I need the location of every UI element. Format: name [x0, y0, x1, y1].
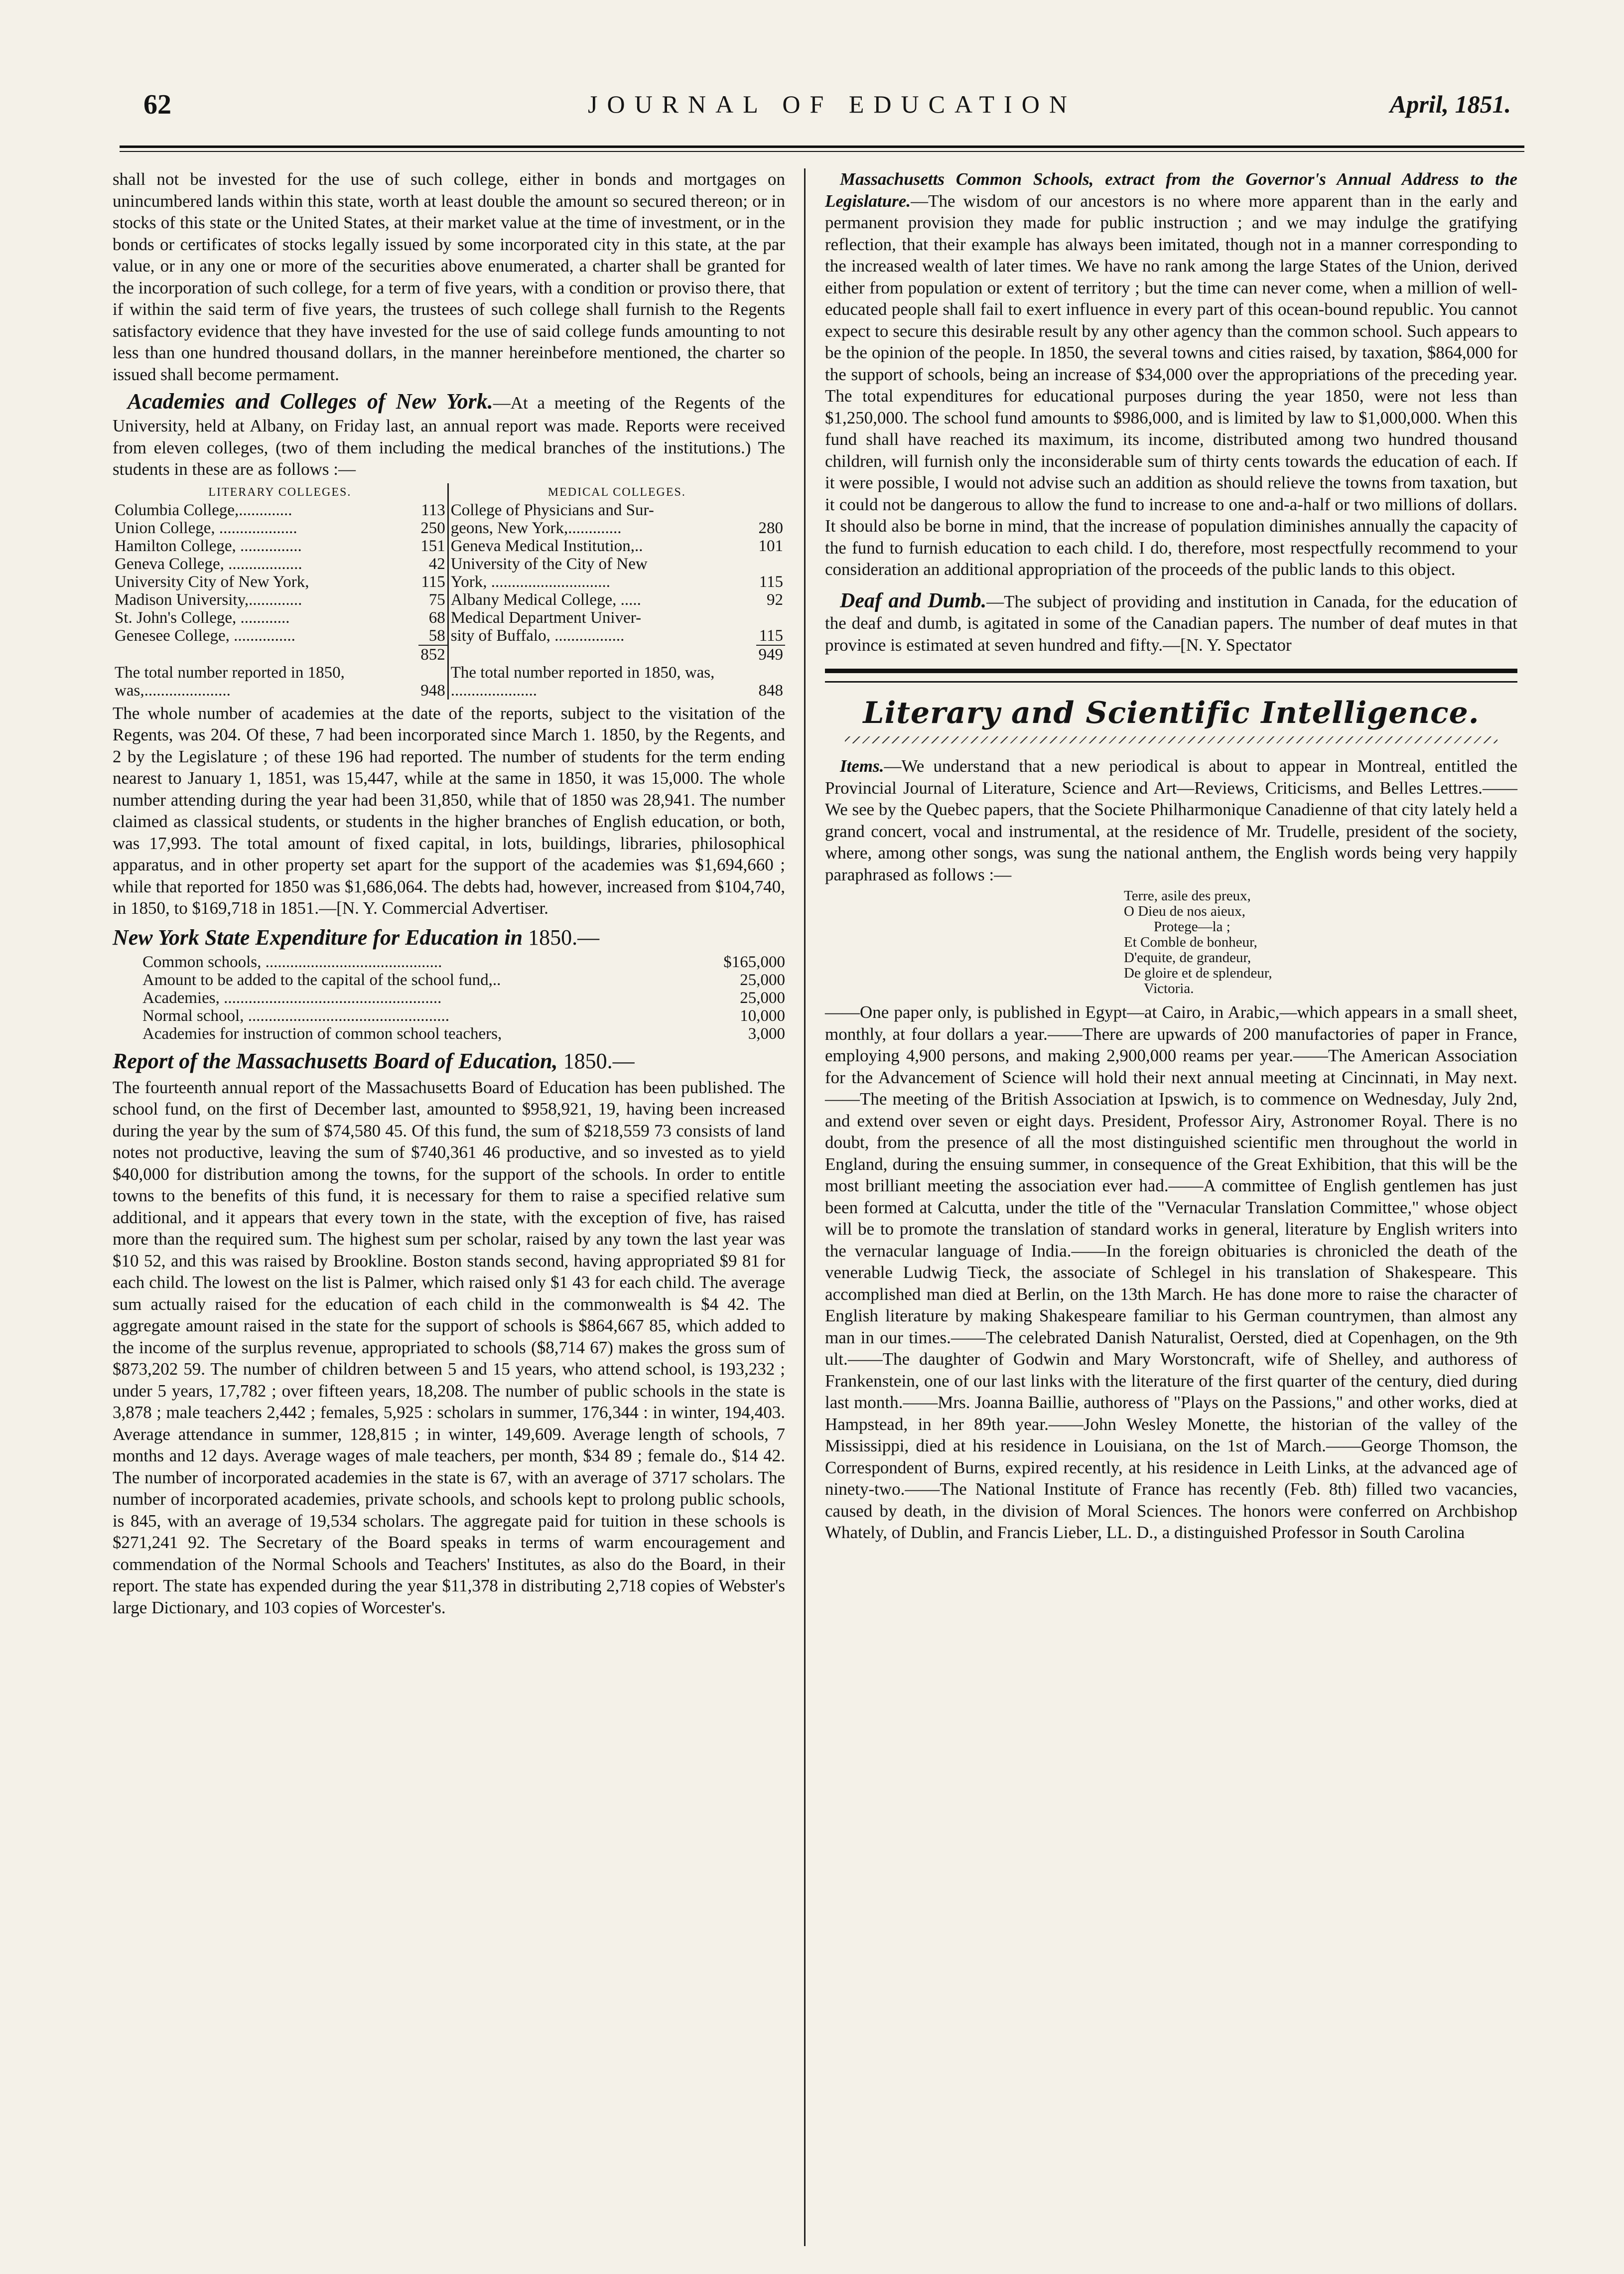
- wavy-ornament: [845, 736, 1497, 743]
- left-column: [113, 168, 785, 1621]
- college-name: Geneva Medical Institution,..: [450, 537, 643, 555]
- academies-paragraph: [113, 388, 785, 480]
- expenditure-row: Amount to be added to the capital of the school fund,.. 25,000: [142, 971, 785, 989]
- verse-line: De gloire et de splendeur,: [1124, 965, 1272, 981]
- section-rule: [825, 669, 1517, 683]
- student-count: 115: [418, 573, 448, 591]
- student-count: 151: [418, 537, 448, 555]
- anthem-verse: [1124, 888, 1517, 996]
- column-divider: [804, 168, 806, 2246]
- student-count: 113: [418, 501, 448, 519]
- items-title: Items.: [840, 756, 884, 776]
- student-count: [756, 501, 785, 519]
- issue-date: April, 1851.: [1390, 90, 1511, 118]
- literary-total-label: The total number reported in 1850, was,.....................: [115, 663, 345, 700]
- student-count: [756, 555, 785, 573]
- academies-title: Academies and Colleges of New York.: [128, 389, 493, 414]
- expenditure-row: Normal school, ................................................. 10,000: [142, 1006, 785, 1025]
- verse-line: O Dieu de nos aieux,: [1124, 903, 1246, 919]
- colleges-table: [113, 483, 785, 700]
- table-row: [113, 537, 785, 555]
- massachusetts-report-year: 1850.—: [563, 1048, 635, 1073]
- college-name: College of Physicians and Sur-: [450, 501, 654, 519]
- college-name: Albany Medical College, .....: [450, 590, 641, 609]
- medical-sum: 949: [756, 645, 785, 664]
- table-row: [113, 519, 785, 537]
- deaf-dumb-body: —The subject of providing and institution in Canada, for the education of the deaf and dumb, is agitated in some of the Canadian papers. The number of deaf mutes in that province is estimated at seven hundred and fifty.—[N. Y. Spectator: [825, 591, 1517, 655]
- college-name: geons, New York,.............: [450, 519, 622, 537]
- massachusetts-report-body: The fourteenth annual report of the Massachusetts Board of Education has been published. The school fund, on the first of December last, amounted to $958,921, 19, having been increased during the year by the sum of $74,580 45. Of this fund, the sum of $218,559 73 consists of land notes not productive, leaving the sum of $740,361 46 productive, and so invested as to yield $40,000 for distribution among the towns, for the support of the schools. In order to entitle towns to the benefits of this fund, it is necessary for them to raise a specified relative sum additional, and it appears that every town in the state, with the exception of five, has raised more than the required sum. The highest sum per scholar, raised by any town the last year was $10 52, and this was raised by Brookline. Boston stands second, having appropriated $9 81 for each child. The lowest on the list is Palmer, which raised only $1 43 for each child. The average sum actually raised for the education of each child in the commonwealth is $4 42. The aggregate amount raised in the state for the support of schools is $864,667 85, which added to the income of the surplus revenue, appropriated to schools ($8,714 67) makes the gross sum of $873,202 59. The number of children between 5 and 15 years, who attend school, is 193,232 ; under 5 years, 17,782 ; over fifteen years, 18,208. The number of public schools in the state is 3,878 ; male teachers 2,442 ; females, 5,925 : scholars in summer, 176,344 : in winter, 194,403. Average attendance in summer, 128,815 ; in winter, 149,609. Average length of schools, 7 months and 12 days. Average wages of male teachers, per month, $34 89 ; female do., $14 42. The number of incorporated academies in the state is 67, with an average of 3717 scholars. The number of incorporated academies, private schools, and schools kept to prolong public schools, is 845, with an average of 19,534 scholars. The aggregate paid for tuition in these schools is $271,241 92. The Secretary of the Board speaks in terms of warm encouragement and commendation of the Normal Schools and Teachers' Institutes, as also do the Board, in their report. The state has expended during the year $11,378 in distributing 2,718 copies of Webster's large Dictionary, and 103 copies of Worcester's.: [113, 1077, 785, 1617]
- common-schools-paragraph: [825, 168, 1517, 580]
- college-name: Genesee College, ...............: [115, 626, 295, 645]
- student-count: 280: [758, 519, 783, 537]
- college-name: Medical Department Univer-: [450, 608, 642, 627]
- sum-row: [113, 645, 785, 664]
- college-name: Union College, ...................: [115, 519, 297, 537]
- college-name: St. John's College, ............: [115, 608, 290, 627]
- intro-paragraph: shall not be invested for the use of such college, either in bonds and mortgages on unincumbered lands within this state, worth at least double the amount so secured thereon; or in stocks of this state or the United States, at their market value at the time of investment, or in the bonds or certificates of stocks legally issued by some incorporated city in this state, at the par value, or in any one or more of the securities above enumerated, a charter shall be granted for the incorporation of such college, for a term of five years, with a condition or proviso there, that if within the said term of five years, the trustees of such college shall furnish to the Regents satisfactory evidence that they have invested for the use of said college funds amounting to not less than one hundred thousand dollars, in the manner hereinbefore mentioned, the charter so issued shall become permament.: [113, 169, 785, 384]
- college-name: University City of New York,: [115, 572, 309, 591]
- expenditure-title: New York State Expenditure for Education in: [113, 925, 523, 950]
- student-count: 68: [418, 609, 448, 627]
- literary-colleges-caption: LITERARY COLLEGES.: [113, 483, 448, 501]
- header-rule: [120, 145, 1524, 152]
- medical-total: 848: [758, 681, 783, 700]
- verse-line: Et Comble de bonheur,: [1124, 934, 1257, 950]
- verse-line: Protege—la ;: [1154, 919, 1230, 935]
- college-name: York, .............................: [450, 572, 610, 591]
- student-count: 75: [418, 591, 448, 609]
- expenditure-row: Academies, ..................................................... 25,000: [142, 989, 785, 1007]
- verse-line: Terre, asile des preux,: [1124, 888, 1251, 904]
- student-count: 92: [767, 590, 783, 609]
- student-count: [756, 609, 785, 627]
- college-name: Hamilton College, ...............: [115, 537, 302, 555]
- common-schools-body: —The wisdom of our ancestors is no where more apparent than in the early and permanent provision they made for public instruction ; and we may indulge the gratifying reflection, that their example has always been imitated, though not in a manner corresponding to the increased wealth of later times. We have no rank among the large States of the Union, derived either from population or extent of territory ; but the time can never come, when a million of well-educated people shall fail to exert influence in every part of this ocean-bound republic. You cannot expect to secure this desirable result by any other agency than the common school. Such appears to be the opinion of the people. In 1850, the several towns and cities raised, by taxation, $864,000 for the support of schools, being an increase of $34,000 over the appropriations of the preceding year. The total expenditures for educational purposes during the year 1850, were not less than $1,250,000. The school fund amounts to $986,000, and is limited by law to $1,000,000. When this fund shall have reached its maximum, its income, distributed among two hundred thousand children, will furnish only the inconsiderable sum of thirty cents towards the education of each. If it were possible, I would not advise such an addition as should relieve the towns from taxation, but it could not be dangerous to allow the fund to increase to one and-a-half or two millions of dollars. It should also be borne in mind, that the increase of population diminishes annually the capacity of the fund to furnish education to each child. I do, therefore, most respectfully recommend to your consideration an additional appropriation of the proceeds of the public lands to this object.: [825, 191, 1517, 579]
- student-count: 58: [418, 627, 448, 645]
- student-count: 115: [759, 572, 783, 591]
- news-items-body: ——One paper only, is published in Egypt—at Cairo, in Arabic,—which appears in a small sheet, monthly, at four dollars a year.——There are upwards of 200 manufactories of paper in France, employing 4,900 persons, and making 2,900,000 reams per year.——The American Association for the Advancement of Science will hold their next annual meeting at Cincinnati, in May next.——The meeting of the British Association at Ipswich, is to commence on Wednesday, July 2nd, and extend over seven or eight days. President, Professor Airy, Astronomer Royal. There is no doubt, from the presence of all the most distinguished scientific men throughout the world in England, during the ensuing summer, in consequence of the Great Exhibition, that this will be the most brilliant meeting the association ever had.——A committee of English gentlemen has just been formed at Calcutta, under the title of the "Vernacular Translation Committee," whose object will be to promote the translation of standard works in general, literature by English writers into the vernacular language of India.——In the foreign obituaries is chronicled the death of the venerable Ludwig Tieck, the associate of Schlegel in his translation of Shakespeare. This accomplished man died at Berlin, on the 13th March. He has done more to raise the character of English literature by making Shakespeare familiar to his German countrymen, than almost any man in our times.——The celebrated Danish Naturalist, Oersted, died at Copenhagen, on the 9th ult.——The daughter of Godwin and Mary Worstoncraft, wife of Shelley, and authoress of Frankenstein, one of our last links with the literature of the first quarter of the century, died during last month.——Mrs. Joanna Baillie, authoress of "Plays on the Passions," and other works, died at Hampstead, in her 89th year.——John Wesley Monette, the historian of the valley of the Mississippi, died at his residence in Louisiana, on the 1st of March.——George Thomson, the Correspondent of Burns, expired recently, at his residence in Leith Links, at the advanced age of ninety-two.——The National Institute of France has recently (Feb. 8th) filled two vacancies, caused by death, in the division of Moral Sciences. The honors were conferred on Archbishop Whately, of Dublin, and Francis Lieber, LL. D., a distinguished Professor in South Carolina: [825, 1002, 1517, 1542]
- table-row: [113, 609, 785, 627]
- page-number: 62: [143, 89, 171, 120]
- college-name: sity of Buffalo, .................: [450, 626, 625, 645]
- literary-intelligence-heading: Literary and Scientific Intelligence.: [863, 696, 1480, 730]
- table-row: [113, 627, 785, 645]
- right-column: [825, 168, 1517, 1547]
- college-name: University of the City of New: [450, 555, 648, 573]
- student-count: 250: [418, 519, 448, 537]
- verse-line: D'equite, de grandeur,: [1124, 950, 1251, 966]
- total-row: [113, 664, 785, 700]
- table-row: [113, 573, 785, 591]
- items-body: —We understand that a new periodical is about to appear in Montreal, entitled the Provincial Journal of Literature, Science and Art—Reviews, Criticisms, and Belles Lettres.——We see by the Quebec papers, that the Societe Philharmonique Canadienne of that city lately held a grand concert, vocal and instrumental, at the residence of Mr. Trudelle, president of the society, where, among other songs, was sung the national anthem, the English words being very happily paraphrased as follows :—: [825, 756, 1517, 884]
- journal-title: JOURNAL OF EDUCATION: [588, 90, 1077, 118]
- table-row: [113, 591, 785, 609]
- deaf-dumb-title: Deaf and Dumb.: [840, 589, 987, 612]
- medical-colleges-caption: MEDICAL COLLEGES.: [547, 485, 686, 499]
- college-name: Columbia College,.............: [115, 501, 292, 519]
- student-count: 101: [758, 537, 783, 555]
- table-row: [113, 501, 785, 519]
- expenditure-year: 1850.—: [528, 925, 600, 950]
- student-count: 115: [759, 626, 783, 645]
- massachusetts-report-heading: [113, 1048, 785, 1075]
- college-name: Madison University,.............: [115, 590, 302, 609]
- academies-paragraph-2: The whole number of academies at the date of the reports, subject to the visitation of the Regents, was 204. Of these, 7 had been incorporated since March 1. 1850, by the Regents, and 2 by the Legislature ; of these 196 had reported. The number of students for the term ending nearest to January 1, 1851, was 15,447, while at the same in 1850, it was 15,000. The whole number attending during the year had been 31,850, while that of 1850 was 28,941. The number claimed as classical students, or students in the higher branches of English education, or both, was 17,993. The total amount of fixed capital, in lots, buildings, libraries, philosophical apparatus, and in other property set apart for the support of the academies was $1,694,660 ; while that reported for 1850 was $1,686,064. The debts had, however, increased from $104,740, in 1850, to $169,718 in 1851.—[N. Y. Commercial Advertiser.: [113, 703, 785, 918]
- medical-total-label: The total number reported in 1850, was, .....................: [450, 663, 715, 700]
- common-schools-title: Massachusetts Common Schools, extract from the Governor's Annual Address to the Legislature.: [825, 169, 1517, 211]
- academies-body: —At a meeting of the Regents of the University, held at Albany, on Friday last, an annual report was made. Reports were received from eleven colleges, (two of them including the medical branches of the institutions.) The students in these are as follows :—: [113, 393, 785, 479]
- expenditure-row: Common schools, ........................................... $165,000: [142, 953, 785, 971]
- table-row: [113, 555, 785, 573]
- items-paragraph: [825, 755, 1517, 885]
- verse-line: Victoria.: [1144, 981, 1194, 996]
- deaf-dumb-paragraph: [825, 590, 1517, 656]
- college-name: Geneva College, ..................: [115, 555, 302, 573]
- massachusetts-report-title: Report of the Massachusetts Board of Education,: [113, 1048, 558, 1073]
- literary-sum: 852: [418, 645, 448, 664]
- expenditure-row: Academies for instruction of common school teachers, 3,000: [142, 1024, 785, 1043]
- literary-total: 948: [418, 664, 448, 700]
- student-count: 42: [418, 555, 448, 573]
- expenditure-heading: [113, 924, 785, 951]
- expenditure-list: [142, 953, 785, 1043]
